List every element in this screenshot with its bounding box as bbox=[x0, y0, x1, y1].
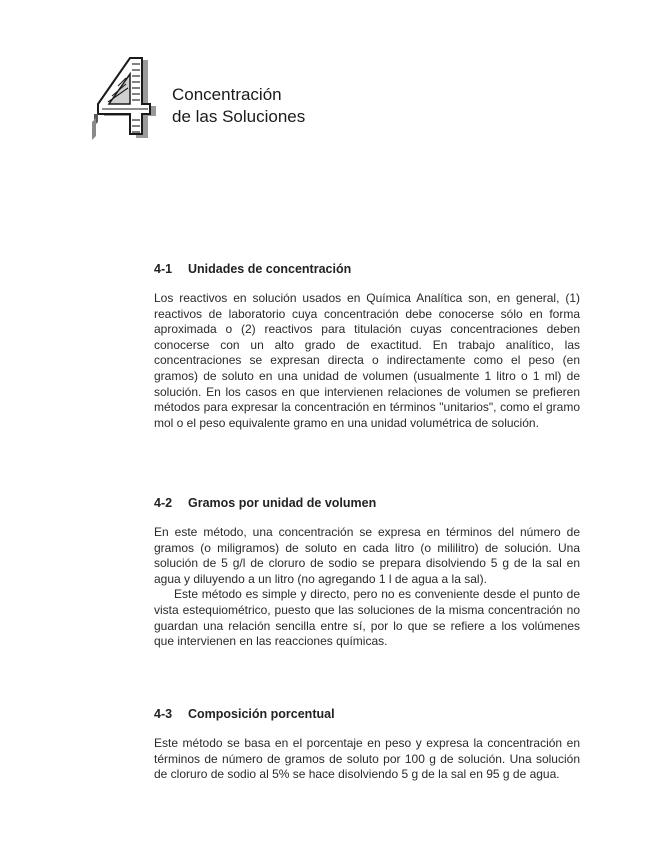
section-paragraph: Este método es simple y directo, pero no es conveniente desde el punto de vista estequiométrico, puesto que las soluciones de la misma concentración no guardan una relación sencilla entre sí, por lo que se refiere a los volúmenes que intervienen en las reacciones químicas. bbox=[154, 587, 580, 649]
section-heading bbox=[154, 262, 580, 276]
section-4-3 bbox=[154, 707, 580, 783]
section-title: Composición porcentual bbox=[188, 707, 335, 721]
section-paragraph: Este método se basa en el porcentaje en peso y expresa la concentración en términos de número de gramos de soluto por 100 g de solución. Una solución de cloruro de sodio al 5% se hace disolviendo 5 g de la sal en 95 g de agua. bbox=[154, 736, 580, 782]
section-number: 4-1 bbox=[154, 262, 173, 276]
chapter-title-line-2: de las Soluciones bbox=[172, 107, 306, 126]
section-paragraph: En este método, una concentración se expresa en términos del número de gramos (o miligramos) de soluto en cada litro (o mililitro) de solución. Una solución de 5 g/l de cloruro de sodio se prepara disolviendo 5 g de la sal en agua y diluyendo a un litro (no agregando 1 l de agua a la sal). bbox=[154, 525, 580, 586]
section-title: Unidades de concentración bbox=[188, 262, 352, 276]
chapter-title bbox=[172, 84, 305, 128]
section-paragraph: Los reactivos en solución usados en Química Analítica son, en general, (1) reactivos de laboratorio cuya concentración debe conocerse sólo en forma aproximada o (2) reactivos para titulación cuyas concentraciones deben conocerse con un alto grado de exactitud. En trabajo analítico, las concentraciones se expresan directa o indirectamente como el peso (en gramos) de soluto en una unidad de volumen (usualmente 1 litro o 1 ml) de solución. En los casos en que intervienen relaciones de volumen se prefieren métodos para expresar la concentración en términos "unitarios", como el gramo mol o el peso equivalente gramo en una unidad volumétrica de solución. bbox=[154, 291, 580, 430]
section-heading bbox=[154, 496, 580, 510]
chapter-title-line-1: Concentración bbox=[172, 85, 282, 104]
section-heading bbox=[154, 707, 580, 721]
section-number: 4-3 bbox=[154, 707, 173, 721]
section-title: Gramos por unidad de volumen bbox=[188, 496, 377, 510]
section-4-2 bbox=[154, 496, 580, 650]
chapter-number-badge bbox=[92, 56, 158, 140]
section-4-1 bbox=[154, 262, 580, 431]
chapter-number-graphic bbox=[92, 56, 158, 140]
section-number: 4-2 bbox=[154, 496, 173, 510]
